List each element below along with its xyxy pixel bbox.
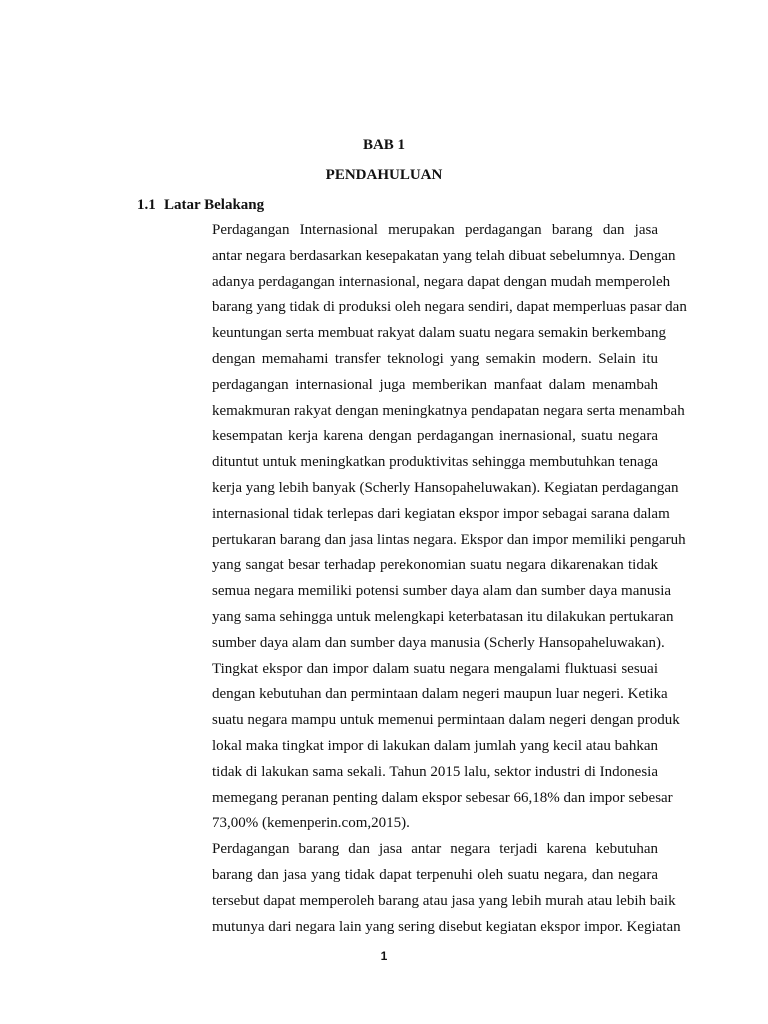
text-line: dengan memahami transfer teknologi yang semakin modern. Selain itu: [212, 350, 658, 367]
paragraph: [164, 837, 681, 940]
chapter-title: PENDAHULUAN: [325, 167, 443, 183]
page-number: 1: [380, 949, 388, 963]
text-line: mutunya dari negara lain yang sering disebut kegiatan ekspor impor. Kegiatan: [212, 918, 681, 935]
text-line: dituntut untuk meningkatkan produktivitas sehingga membutuhkan tenaga: [212, 454, 658, 471]
text-line: sumber daya alam dan sumber daya manusia (Scherly Hansopaheluwakan).: [212, 634, 665, 651]
text-line: kemakmuran rakyat dengan meningkatnya pendapatan negara serta menambah: [212, 402, 685, 419]
text-line: kesempatan kerja karena dengan perdagangan inernasional, suatu negara: [212, 428, 658, 445]
text-line: dengan kebutuhan dan permintaan dalam negeri maupun luar negeri. Ketika: [212, 686, 668, 703]
text-line: memegang peranan penting dalam ekspor sebesar 66,18% dan impor sebesar: [212, 789, 673, 806]
text-line: antar negara berdasarkan kesepakatan yang telah dibuat sebelumnya. Dengan: [212, 247, 676, 264]
text-line: barang dan jasa yang tidak dapat terpenuhi oleh suatu negara, dan negara: [212, 866, 658, 883]
body-text: [164, 218, 687, 940]
section-title: Latar Belakang: [164, 197, 265, 213]
text-line: Perdagangan Internasional merupakan perdagangan barang dan jasa: [212, 222, 658, 238]
text-line: yang sangat besar terhadap perekonomian suatu negara dikarenakan tidak: [212, 557, 658, 574]
text-line: adanya perdagangan internasional, negara dapat dengan mudah memperoleh: [212, 273, 671, 290]
text-line: keuntungan serta membuat rakyat dalam suatu negara semakin berkembang: [212, 325, 666, 342]
text-line: lokal maka tingkat impor di lakukan dalam jumlah yang kecil atau bahkan: [212, 737, 658, 754]
chapter-number: BAB 1: [362, 137, 406, 153]
text-line: tidak di lakukan sama sekali. Tahun 2015 lalu, sektor industri di Indonesia: [212, 763, 658, 780]
text-line: 73,00% (kemenperin.com,2015).: [212, 815, 410, 832]
text-line: perdagangan internasional juga memberikan manfaat dalam menambah: [212, 376, 658, 393]
text-line: tersebut dapat memperoleh barang atau jasa yang lebih murah atau lebih baik: [212, 892, 676, 909]
section-heading: [137, 195, 264, 215]
text-line: kerja yang lebih banyak (Scherly Hansopaheluwakan). Kegiatan perdagangan: [212, 479, 679, 496]
section-number: 1.1: [137, 197, 156, 213]
text-line: Perdagangan barang dan jasa antar negara terjadi karena kebutuhan: [212, 841, 658, 858]
text-line: pertukaran barang dan jasa lintas negara. Ekspor dan impor memiliki pengaruh: [212, 531, 686, 548]
text-line: Tingkat ekspor dan impor dalam suatu negara mengalami fluktuasi sesuai: [212, 660, 658, 677]
text-line: yang sama sehingga untuk melengkapi keterbatasan itu dilakukan pertukaran: [212, 608, 674, 625]
text-line: internasional tidak terlepas dari kegiatan ekspor impor sebagai sarana dalam: [212, 505, 670, 522]
paragraph: [164, 218, 687, 837]
text-line: semua negara memiliki potensi sumber daya alam dan sumber daya manusia: [212, 583, 672, 600]
text-line: suatu negara mampu untuk memenui permintaan dalam negeri dengan produk: [212, 712, 680, 729]
text-line: barang yang tidak di produksi oleh negara sendiri, dapat memperluas pasar dan: [212, 299, 687, 316]
